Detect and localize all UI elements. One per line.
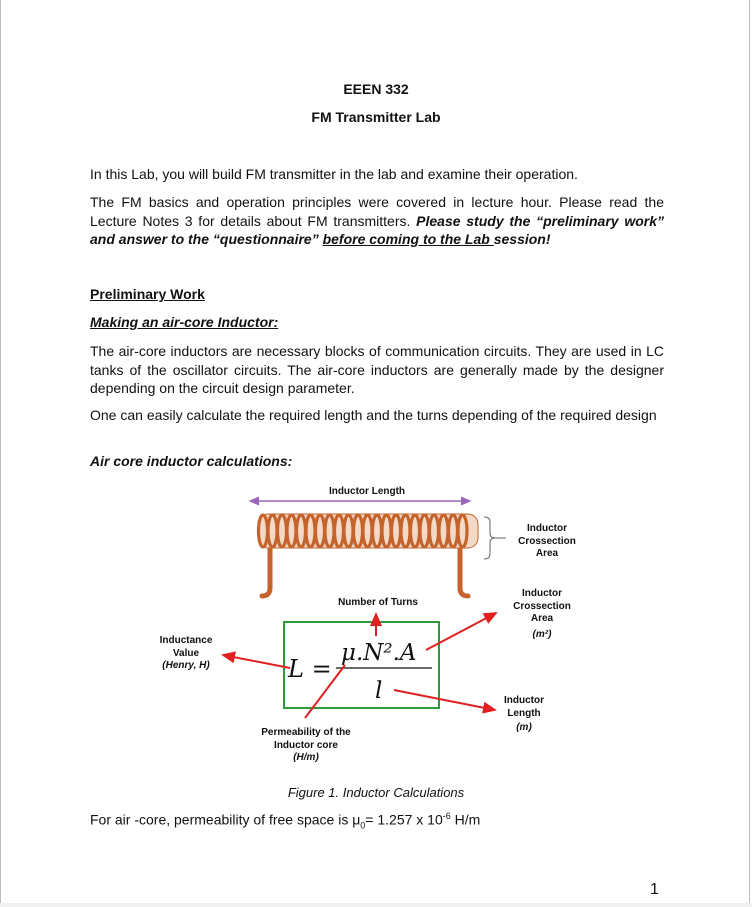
course-code: EEEN 332	[343, 81, 409, 97]
crossection-label-formula	[503, 588, 581, 641]
air-core-subheading: Making an air-core Inductor:	[90, 314, 279, 330]
inductance-label-line: Inductance	[159, 635, 213, 646]
formula-text: For air -core, permeability of free space is μ	[90, 811, 361, 828]
calc-heading: Air core inductor calculations:	[90, 453, 293, 469]
inductance-label	[146, 635, 226, 673]
crossection-label-line: Inductor	[522, 588, 562, 599]
crossection-unit: (m²)	[532, 628, 552, 640]
intro-p2-underlined: before coming to the Lab	[322, 231, 494, 247]
equation-numerator: μ.N².A	[341, 640, 417, 666]
intro-paragraph-1: In this Lab, you will build FM transmitter in the lab and examine their operation.	[90, 166, 578, 182]
permeability-unit: (H/m)	[293, 752, 319, 763]
formula-text: = 1.257 x 10	[365, 811, 443, 828]
inductor-length-label: Inductor Length	[328, 486, 406, 497]
crossection-label-line: Inductor	[527, 523, 567, 534]
length-unit: (m)	[516, 722, 532, 733]
intro-p2-end: session!	[493, 231, 551, 247]
coil-drawing	[258, 514, 478, 596]
intro-p2-bold: Please study the “preliminary work” and answer to the “questionnaire”	[90, 212, 665, 247]
permeability-label	[250, 727, 362, 765]
formula-superscript: -6	[442, 811, 451, 821]
equation-denominator: l	[375, 678, 383, 704]
inductance-arrow	[223, 655, 290, 668]
formula-text: H/m	[450, 811, 481, 828]
page-number: 1	[650, 881, 659, 898]
length-label	[493, 695, 555, 735]
number-of-turns-label: Number of Turns	[338, 597, 418, 608]
length-label-line: Length	[507, 707, 541, 719]
crossection-label-line: Crossection	[513, 600, 571, 612]
preliminary-paragraph-1: The air-core inductors are necessary blocks of communication circuits. They are used in LC tanks of the oscillator circuits. The air-core inductors are generally made by the designer depending on the circuit design parameter.	[90, 343, 664, 396]
crossection-label-line: Area	[535, 548, 559, 559]
formula-subscript: 0	[360, 820, 366, 831]
permeability-label-line: Permeability of the	[261, 727, 351, 738]
crossection-label-top	[508, 523, 586, 561]
crossection-arrow	[426, 613, 496, 650]
equation-lhs: L =	[288, 655, 332, 683]
preliminary-heading: Preliminary Work	[90, 286, 205, 302]
inductance-label-line: Value	[172, 647, 200, 659]
free-space-permeability	[90, 811, 480, 830]
intro-p2-plain: The FM basics and operation principles were covered in lecture hour. Please read the Lecture Notes 3 for details about FM transmitters.	[90, 194, 664, 229]
permeability-label-line: Inductor core	[274, 739, 338, 751]
inductance-unit: (Henry, H)	[162, 660, 210, 671]
length-label-line: Inductor	[504, 695, 544, 706]
crossection-label-line: Crossection	[518, 535, 576, 547]
lab-title: FM Transmitter Lab	[311, 109, 441, 125]
crossection-bracket	[484, 517, 495, 559]
figure-caption: Figure 1. Inductor Calculations	[287, 785, 465, 800]
preliminary-paragraph-2: One can easily calculate the required length and the turns depending of the required design	[90, 407, 657, 423]
crossection-label-line: Area	[530, 613, 554, 624]
